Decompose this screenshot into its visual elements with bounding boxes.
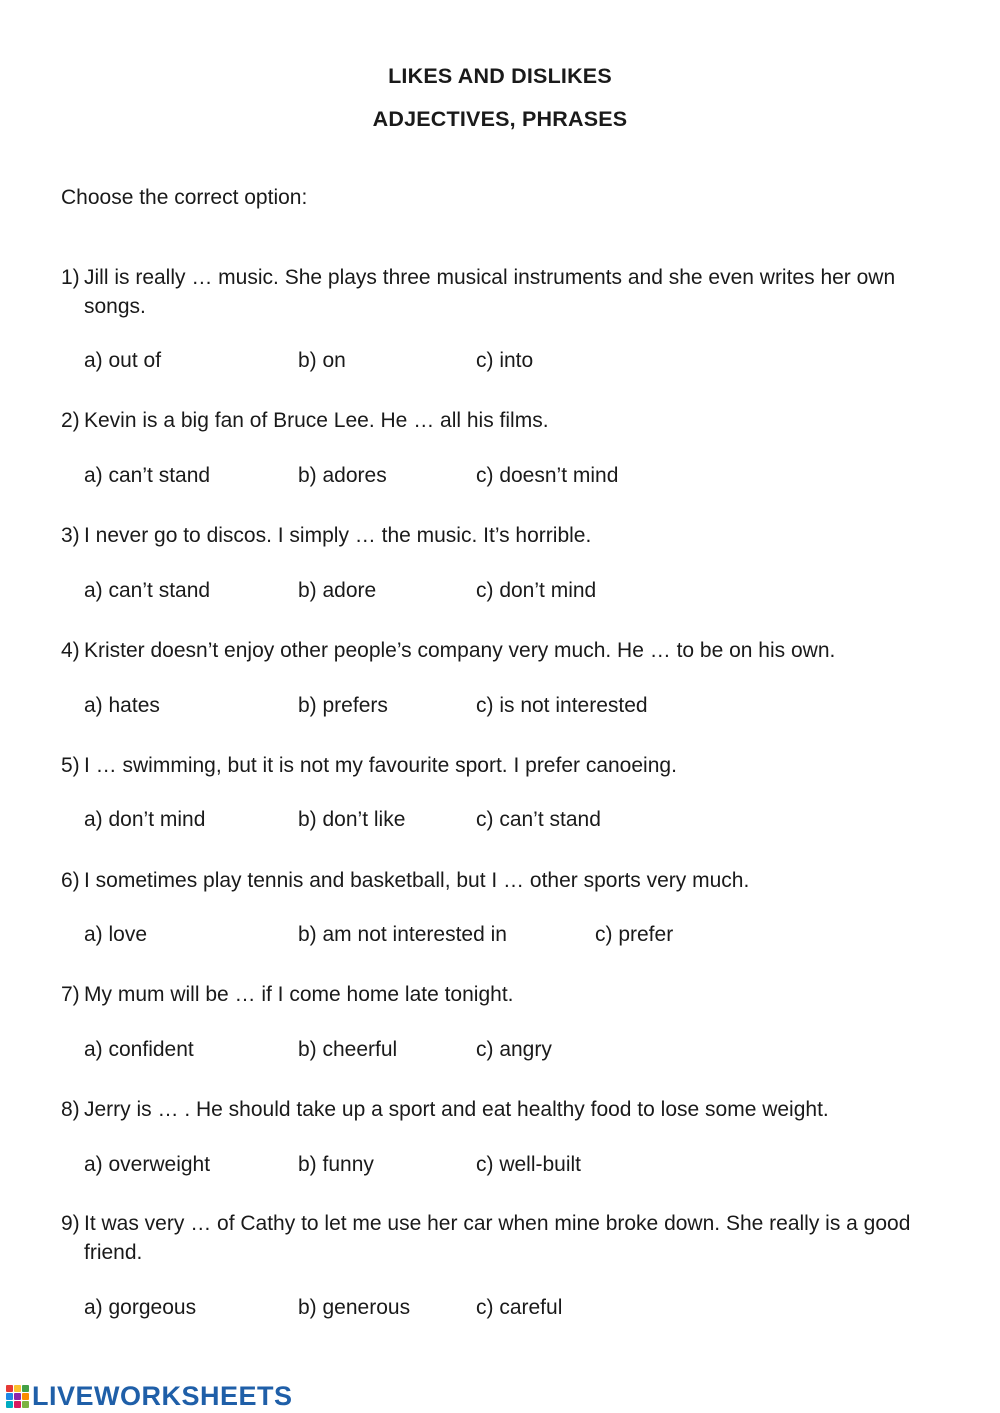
options-7: [84, 1038, 944, 1066]
option-c[interactable]: c) careful: [476, 1296, 563, 1319]
options-6: [84, 923, 944, 951]
option-b[interactable]: b) funny: [298, 1153, 374, 1176]
question-number: 6): [61, 869, 80, 892]
option-a[interactable]: a) hates: [84, 694, 160, 717]
question-9: [61, 1209, 941, 1267]
option-b[interactable]: b) don’t like: [298, 808, 406, 831]
logo-square: [14, 1401, 21, 1408]
option-c[interactable]: c) can’t stand: [476, 808, 601, 831]
option-c[interactable]: c) angry: [476, 1038, 552, 1061]
options-3: [84, 579, 944, 607]
instruction-text: Choose the correct option:: [61, 186, 308, 209]
question-number: 2): [61, 409, 80, 432]
question-number: 3): [61, 524, 80, 547]
liveworksheets-logo[interactable]: [6, 1382, 293, 1410]
option-b[interactable]: b) am not interested in: [298, 923, 507, 946]
option-c[interactable]: c) doesn’t mind: [476, 464, 619, 487]
logo-square: [14, 1393, 21, 1400]
option-a[interactable]: a) love: [84, 923, 148, 946]
logo-square: [22, 1385, 29, 1392]
option-c[interactable]: c) well-built: [476, 1153, 582, 1176]
logo-square: [14, 1385, 21, 1392]
option-a[interactable]: a) can’t stand: [84, 579, 211, 602]
question-5: [61, 751, 941, 780]
logo-square: [6, 1385, 13, 1392]
question-1: [61, 263, 941, 321]
question-text: Krister doesn’t enjoy other people’s company very much. He … to be on his own.: [84, 639, 836, 662]
question-number: 4): [61, 639, 80, 662]
option-a[interactable]: a) confident: [84, 1038, 194, 1061]
question-7: [61, 980, 941, 1009]
question-text: It was very … of Cathy to let me use her car when mine broke down. She really is a good: [84, 1212, 911, 1235]
option-c[interactable]: c) into: [476, 349, 534, 372]
options-8: [84, 1153, 944, 1181]
logo-square: [6, 1393, 13, 1400]
option-c[interactable]: c) don’t mind: [476, 579, 597, 602]
logo-square: [22, 1393, 29, 1400]
option-c[interactable]: c) is not interested: [476, 694, 648, 717]
question-text: Jerry is … . He should take up a sport and eat healthy food to lose some weight.: [84, 1098, 829, 1121]
option-a[interactable]: a) gorgeous: [84, 1296, 197, 1319]
question-number: 8): [61, 1098, 80, 1121]
option-a[interactable]: a) out of: [84, 349, 162, 372]
options-5: [84, 808, 944, 836]
worksheet-title: LIKES AND DISLIKES: [388, 64, 612, 88]
question-text-continued: songs.: [84, 295, 146, 318]
option-b[interactable]: b) prefers: [298, 694, 388, 717]
logo-square: [6, 1401, 13, 1408]
question-6: [61, 866, 941, 895]
option-c[interactable]: c) prefer: [595, 923, 674, 946]
option-b[interactable]: b) adore: [298, 579, 377, 602]
question-number: 1): [61, 266, 80, 289]
option-b[interactable]: b) generous: [298, 1296, 411, 1319]
options-1: [84, 349, 944, 377]
logo-square: [22, 1401, 29, 1408]
options-4: [84, 694, 944, 722]
question-number: 5): [61, 754, 80, 777]
question-text: I never go to discos. I simply … the music. It’s horrible.: [84, 524, 592, 547]
question-4: [61, 636, 941, 665]
logo-grid-icon: [6, 1385, 29, 1408]
option-b[interactable]: b) cheerful: [298, 1038, 398, 1061]
logo-text: LIVEWORKSHEETS: [32, 1380, 293, 1411]
question-2: [61, 406, 941, 435]
question-8: [61, 1095, 941, 1124]
question-text: Kevin is a big fan of Bruce Lee. He … all his films.: [84, 409, 549, 432]
question-text: My mum will be … if I come home late tonight.: [84, 983, 514, 1006]
option-a[interactable]: a) can’t stand: [84, 464, 211, 487]
question-text-continued: friend.: [84, 1241, 143, 1264]
question-text: I … swimming, but it is not my favourite sport. I prefer canoeing.: [84, 754, 677, 777]
options-2: [84, 464, 944, 492]
question-number: 7): [61, 983, 80, 1006]
worksheet-subtitle: ADJECTIVES, PHRASES: [372, 107, 628, 131]
option-a[interactable]: a) don’t mind: [84, 808, 206, 831]
option-a[interactable]: a) overweight: [84, 1153, 211, 1176]
option-b[interactable]: b) on: [298, 349, 346, 372]
option-b[interactable]: b) adores: [298, 464, 387, 487]
question-3: [61, 521, 941, 550]
question-number: 9): [61, 1212, 80, 1235]
question-text: I sometimes play tennis and basketball, but I … other sports very much.: [84, 869, 750, 892]
question-text: Jill is really … music. She plays three musical instruments and she even writes her own: [84, 266, 896, 289]
options-9: [84, 1296, 944, 1324]
